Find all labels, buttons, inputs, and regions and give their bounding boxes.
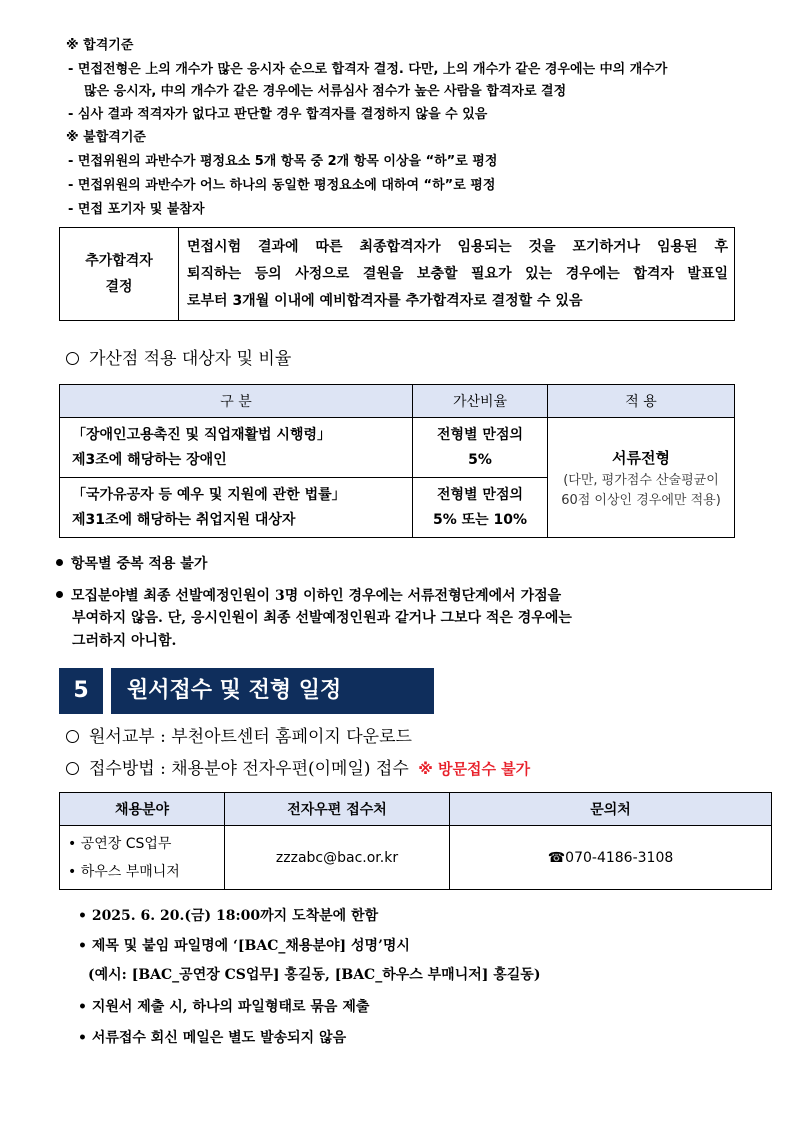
additional-pass-table <box>59 227 735 321</box>
bonus-header-category: 구 분 <box>60 385 413 418</box>
bonus-apply-cell: 서류전형 (다만, 평가점수 산술평균이 60점 이상인 경우에만 적용) <box>548 418 735 538</box>
bonus-row-target: 「장애인고용촉진 및 직업재활법 시행령」 제3조에 해당하는 장애인 <box>60 418 413 478</box>
bonus-note: 모집분야별 최종 선발예정인원이 3명 이하인 경우에는 서류전형단계에서 가점을 <box>56 585 561 607</box>
bonus-note-cont: 부여하지 않음. 단, 응시인원이 최종 선발예정인원과 같거나 그보다 적은 경우에는 <box>72 610 572 626</box>
bullet-dot-icon <box>56 591 63 598</box>
pass-item: 많은 응시자, 中의 개수가 같은 경우에는 서류심사 점수가 높은 사람을 합격자로 결정 <box>84 84 567 99</box>
fail-item: - 면접 포기자 및 불참자 <box>68 202 205 217</box>
additional-text: 면접시험 결과에 따른 최종합격자가 임용되는 것을 포기하거나 임용된 후 퇴직하는 등의 사정으로 결원을 보충할 필요가 있는 경우에는 합격자 발표일 로부터 3개월 이내에 예비합격자를 추가합격자로 결정할 수 있음 <box>179 228 735 321</box>
app-fields: • 공연장 CS업무 • 하우스 부매니저 <box>60 826 225 890</box>
pass-item: - 면접전형은 上의 개수가 많은 응시자 순으로 합격자 결정. 다만, 上의 개수가 같은 경우에는 中의 개수가 <box>68 62 668 77</box>
visit-warning: ※ 방문접수 불가 <box>418 760 531 778</box>
circle-bullet-icon <box>66 730 79 743</box>
submit-note: (예시: [BAC_공연장 CS업무] 홍길동, [BAC_하우스 부매니저] 홍길동) <box>88 967 541 983</box>
bonus-note: 항목별 중복 적용 불가 <box>56 553 207 575</box>
bonus-header-apply: 적 용 <box>548 385 735 418</box>
bullet-dot-icon <box>56 559 63 566</box>
bonus-note-cont: 그러하지 아니함. <box>72 633 177 649</box>
submit-note: • 서류접수 회신 메일은 별도 발송되지 않음 <box>78 1030 347 1046</box>
app-header-email: 전자우편 접수처 <box>225 793 450 826</box>
circle-bullet-icon <box>66 352 79 365</box>
bonus-table <box>59 384 735 538</box>
submit-note: • 지원서 제출 시, 하나의 파일형태로 묶음 제출 <box>78 999 370 1015</box>
app-header-field: 채용분야 <box>60 793 225 826</box>
fail-item: - 면접위원의 과반수가 어느 하나의 동일한 평정요소에 대하여 “하”로 평정 <box>68 178 496 193</box>
submit-note: • 제목 및 붙임 파일명에 ‘[BAC_채용분야] 성명’명시 <box>78 938 410 954</box>
fail-heading: ※ 불합격기준 <box>66 130 146 145</box>
submit-note: • 2025. 6. 20.(금) 18:00까지 도착분에 한함 <box>78 908 379 924</box>
bonus-row-rate: 전형별 만점의 5% 또는 10% <box>413 478 548 538</box>
form-distribution: 원서교부 : 부천아트센터 홈페이지 다운로드 <box>66 726 412 748</box>
pass-heading: ※ 합격기준 <box>66 38 134 53</box>
section-number: 5 <box>59 668 103 714</box>
app-header-contact: 문의처 <box>450 793 772 826</box>
application-table <box>59 792 772 890</box>
bonus-heading: 가산점 적용 대상자 및 비율 <box>66 348 291 370</box>
additional-label: 추가합격자 결정 <box>60 228 179 321</box>
bonus-header-rate: 가산비율 <box>413 385 548 418</box>
section-title: 원서접수 및 전형 일정 <box>111 668 434 714</box>
bonus-row-rate: 전형별 만점의 5% <box>413 418 548 478</box>
fail-item: - 면접위원의 과반수가 평정요소 5개 항목 중 2개 항목 이상을 “하”로 평정 <box>68 154 498 169</box>
app-phone: ☎070-4186-3108 <box>450 826 772 890</box>
bonus-row-target: 「국가유공자 등 예우 및 지원에 관한 법률」 제31조에 해당하는 취업지원 대상자 <box>60 478 413 538</box>
pass-item: - 심사 결과 적격자가 없다고 판단할 경우 합격자를 결정하지 않을 수 있음 <box>68 107 488 122</box>
circle-bullet-icon <box>66 762 79 775</box>
submit-method: 접수방법 : 채용분야 전자우편(이메일) 접수 ※ 방문접수 불가 <box>66 758 530 780</box>
app-email[interactable]: zzzabc@bac.or.kr <box>225 826 450 890</box>
